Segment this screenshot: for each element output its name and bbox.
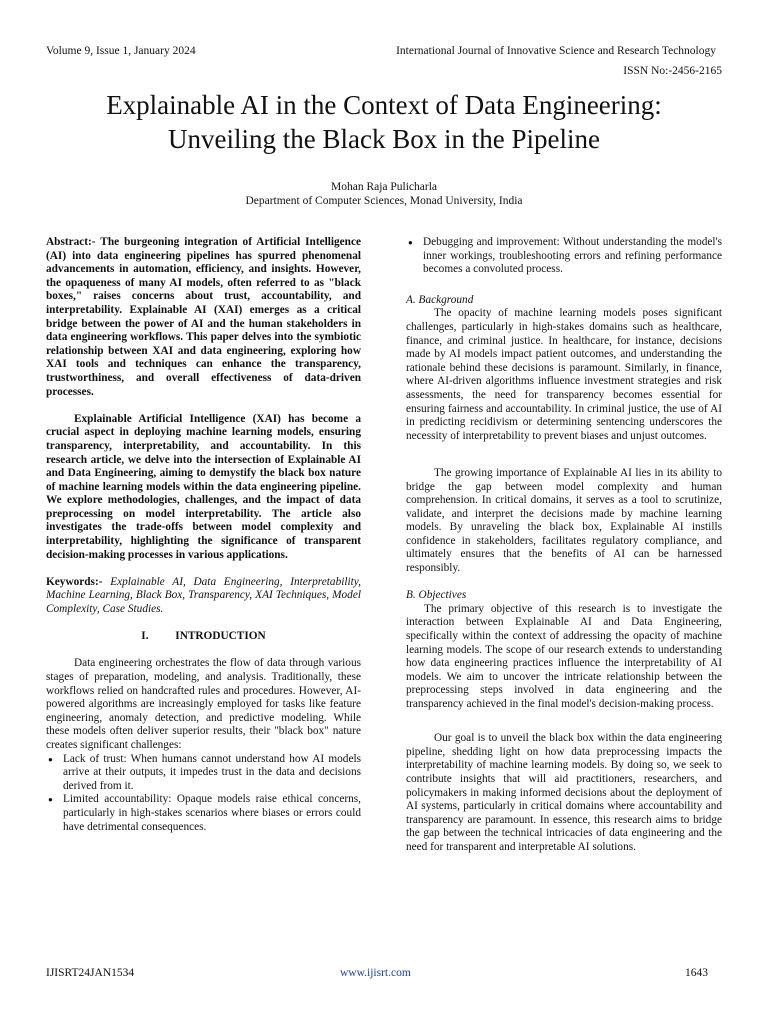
title-line-2: Unveiling the Black Box in the Pipeline — [168, 124, 600, 154]
left-column — [46, 236, 361, 834]
background-paragraph: The opacity of machine learning models poses significant challenges, particularly in high-stakes domains such as healthcare, finance, and criminal justice. In healthcare, for instance, decisions made by AI models impact patient outcomes, and understanding the rationale behind these decisions is paramount. Similarly, in finance, where AI-driven algorithms influence investment strategies and risk assessments, the need for transparency becomes essential for ensuring fairness and accountability. In criminal justice, the use of AI in predicting recidivism or determining sentencing underscores the necessity of interpretability to prevent biases and unjust outcomes. — [406, 307, 722, 442]
footer-website-link[interactable]: www.ijisrt.com — [340, 967, 411, 979]
objectives-paragraph-2: Our goal is to unveil the black box within the data engineering pipeline, shedding light on how data preprocessing impacts the interpretability of machine learning models. By doing so, we seek to contribute insights that will aid practitioners, researchers, and policymakers in making informed decisions about the deployment of AI systems, particularly in critical domains where accountability and transparency are paramount. In essence, this research aims to bridge the gap between the technical intricacies of data engineering and the need for transparent and interpretable AI solutions. — [406, 732, 722, 853]
footer-article-code: IJISRT24JAN1534 — [46, 967, 135, 979]
section-number: I. — [141, 630, 149, 643]
section-heading-introduction — [46, 630, 361, 644]
intro-bullet-list — [46, 753, 361, 835]
subsection-heading-objectives: B. Objectives — [406, 589, 467, 602]
volume-info: Volume 9, Issue 1, January 2024 — [46, 45, 196, 57]
abstract-paragraph-2: Explainable Artificial Intelligence (XAI) has become a crucial aspect in deploying machine learning models, ensuring transparency, interpretability, and accountability. In this research article, we delve into the intersection of Explainable AI and Data Engineering, aiming to demystify the black box nature of machine learning models within the data engineering pipeline. We explore methodologies, challenges, and the impact of data preprocessing on model interpretability. The article also investigates the trade-offs between model complexity and interpretability, highlighting the significance of transparent decision-making processes in various applications. — [46, 412, 361, 561]
footer-page-number: 1643 — [685, 967, 708, 979]
issn: ISSN No:-2456-2165 — [623, 65, 722, 77]
author-affiliation: Department of Computer Sciences, Monad University, India — [245, 195, 523, 207]
objectives-paragraph: The primary objective of this research is to investigate the interaction between Explainable AI and Data Engineering, specifically within the context of addressing the opacity of machine learning models. The scope of our research extends to understanding how data engineering practices influence the interpretability of AI models. We aim to uncover the intricate relationship between the preprocessing steps involved in data engineering and the transparency achieved in the final model's decision-making process. — [406, 602, 722, 710]
right-column — [406, 236, 722, 855]
section-title: INTRODUCTION — [175, 630, 266, 643]
author-name: Mohan Raja Pulicharla — [330, 181, 438, 193]
title-line-1: Explainable AI in the Context of Data Engineering: — [106, 90, 662, 120]
list-item: ● Lack of trust: When humans cannot understand how AI models arrive at their outputs, it impedes trust in the data and decisions derived from it. — [63, 753, 361, 794]
background-paragraph-2: The growing importance of Explainable AI lies in its ability to bridge the gap between model complexity and human comprehension. In critical domains, it serves as a tool to scrutinize, validate, and interpret the decisions made by machine learning models. By unraveling the black box, Explainable AI instills confidence in stakeholders, facilitates regulatory compliance, and ultimately ensures that the benefits of AI can be harnessed responsibly. — [406, 466, 722, 575]
journal-name: International Journal of Innovative Science and Research Technology — [396, 45, 716, 57]
intro-paragraph: Data engineering orchestrates the flow of data through various stages of preparation, modeling, and analysis. Traditionally, these workflows relied on handcrafted rules and procedures. However, AI-powered algorithms are increasingly employed for tasks like feature engineering, anomaly detection, and predictive modeling. While these models often deliver superior results, their "black box" nature creates significant challenges: — [46, 657, 361, 751]
keywords-label: Keywords:- — [46, 575, 103, 588]
list-item: ● Debugging and improvement: Without understanding the model's inner workings, troubleshooting errors and refining performance becomes a convoluted process. — [423, 236, 722, 277]
abstract: Abstract:- The burgeoning integration of Artificial Intelligence (AI) into data engineering pipelines has spurred phenomenal advancements in automation, efficiency, and insights. However, the opaqueness of many AI models, often referred to as "black boxes," raises concerns about trust, accountability, and interpretability. Explainable AI (XAI) emerges as a critical bridge between the power of AI and the human stakeholders in data engineering workflows. This paper delves into the symbiotic relationship between XAI and data engineering, exploring how XAI tools and techniques can enhance the transparency, trustworthiness, and overall effectiveness of data-driven processes. — [46, 236, 361, 398]
intro-bullet-list-continued — [406, 236, 722, 277]
subsection-heading-background: A. Background — [406, 293, 474, 306]
keywords — [46, 576, 361, 617]
list-item: ● Limited accountability: Opaque models raise ethical concerns, particularly in high-stakes scenarios where biases or errors could have detrimental consequences. — [63, 793, 361, 834]
keywords-list: Explainable AI, Data Engineering, Interpretability, Machine Learning, Black Box, Transparency, XAI Techniques, Model Complexity, Case Studies. — [46, 575, 361, 616]
paper-title — [20, 88, 748, 156]
